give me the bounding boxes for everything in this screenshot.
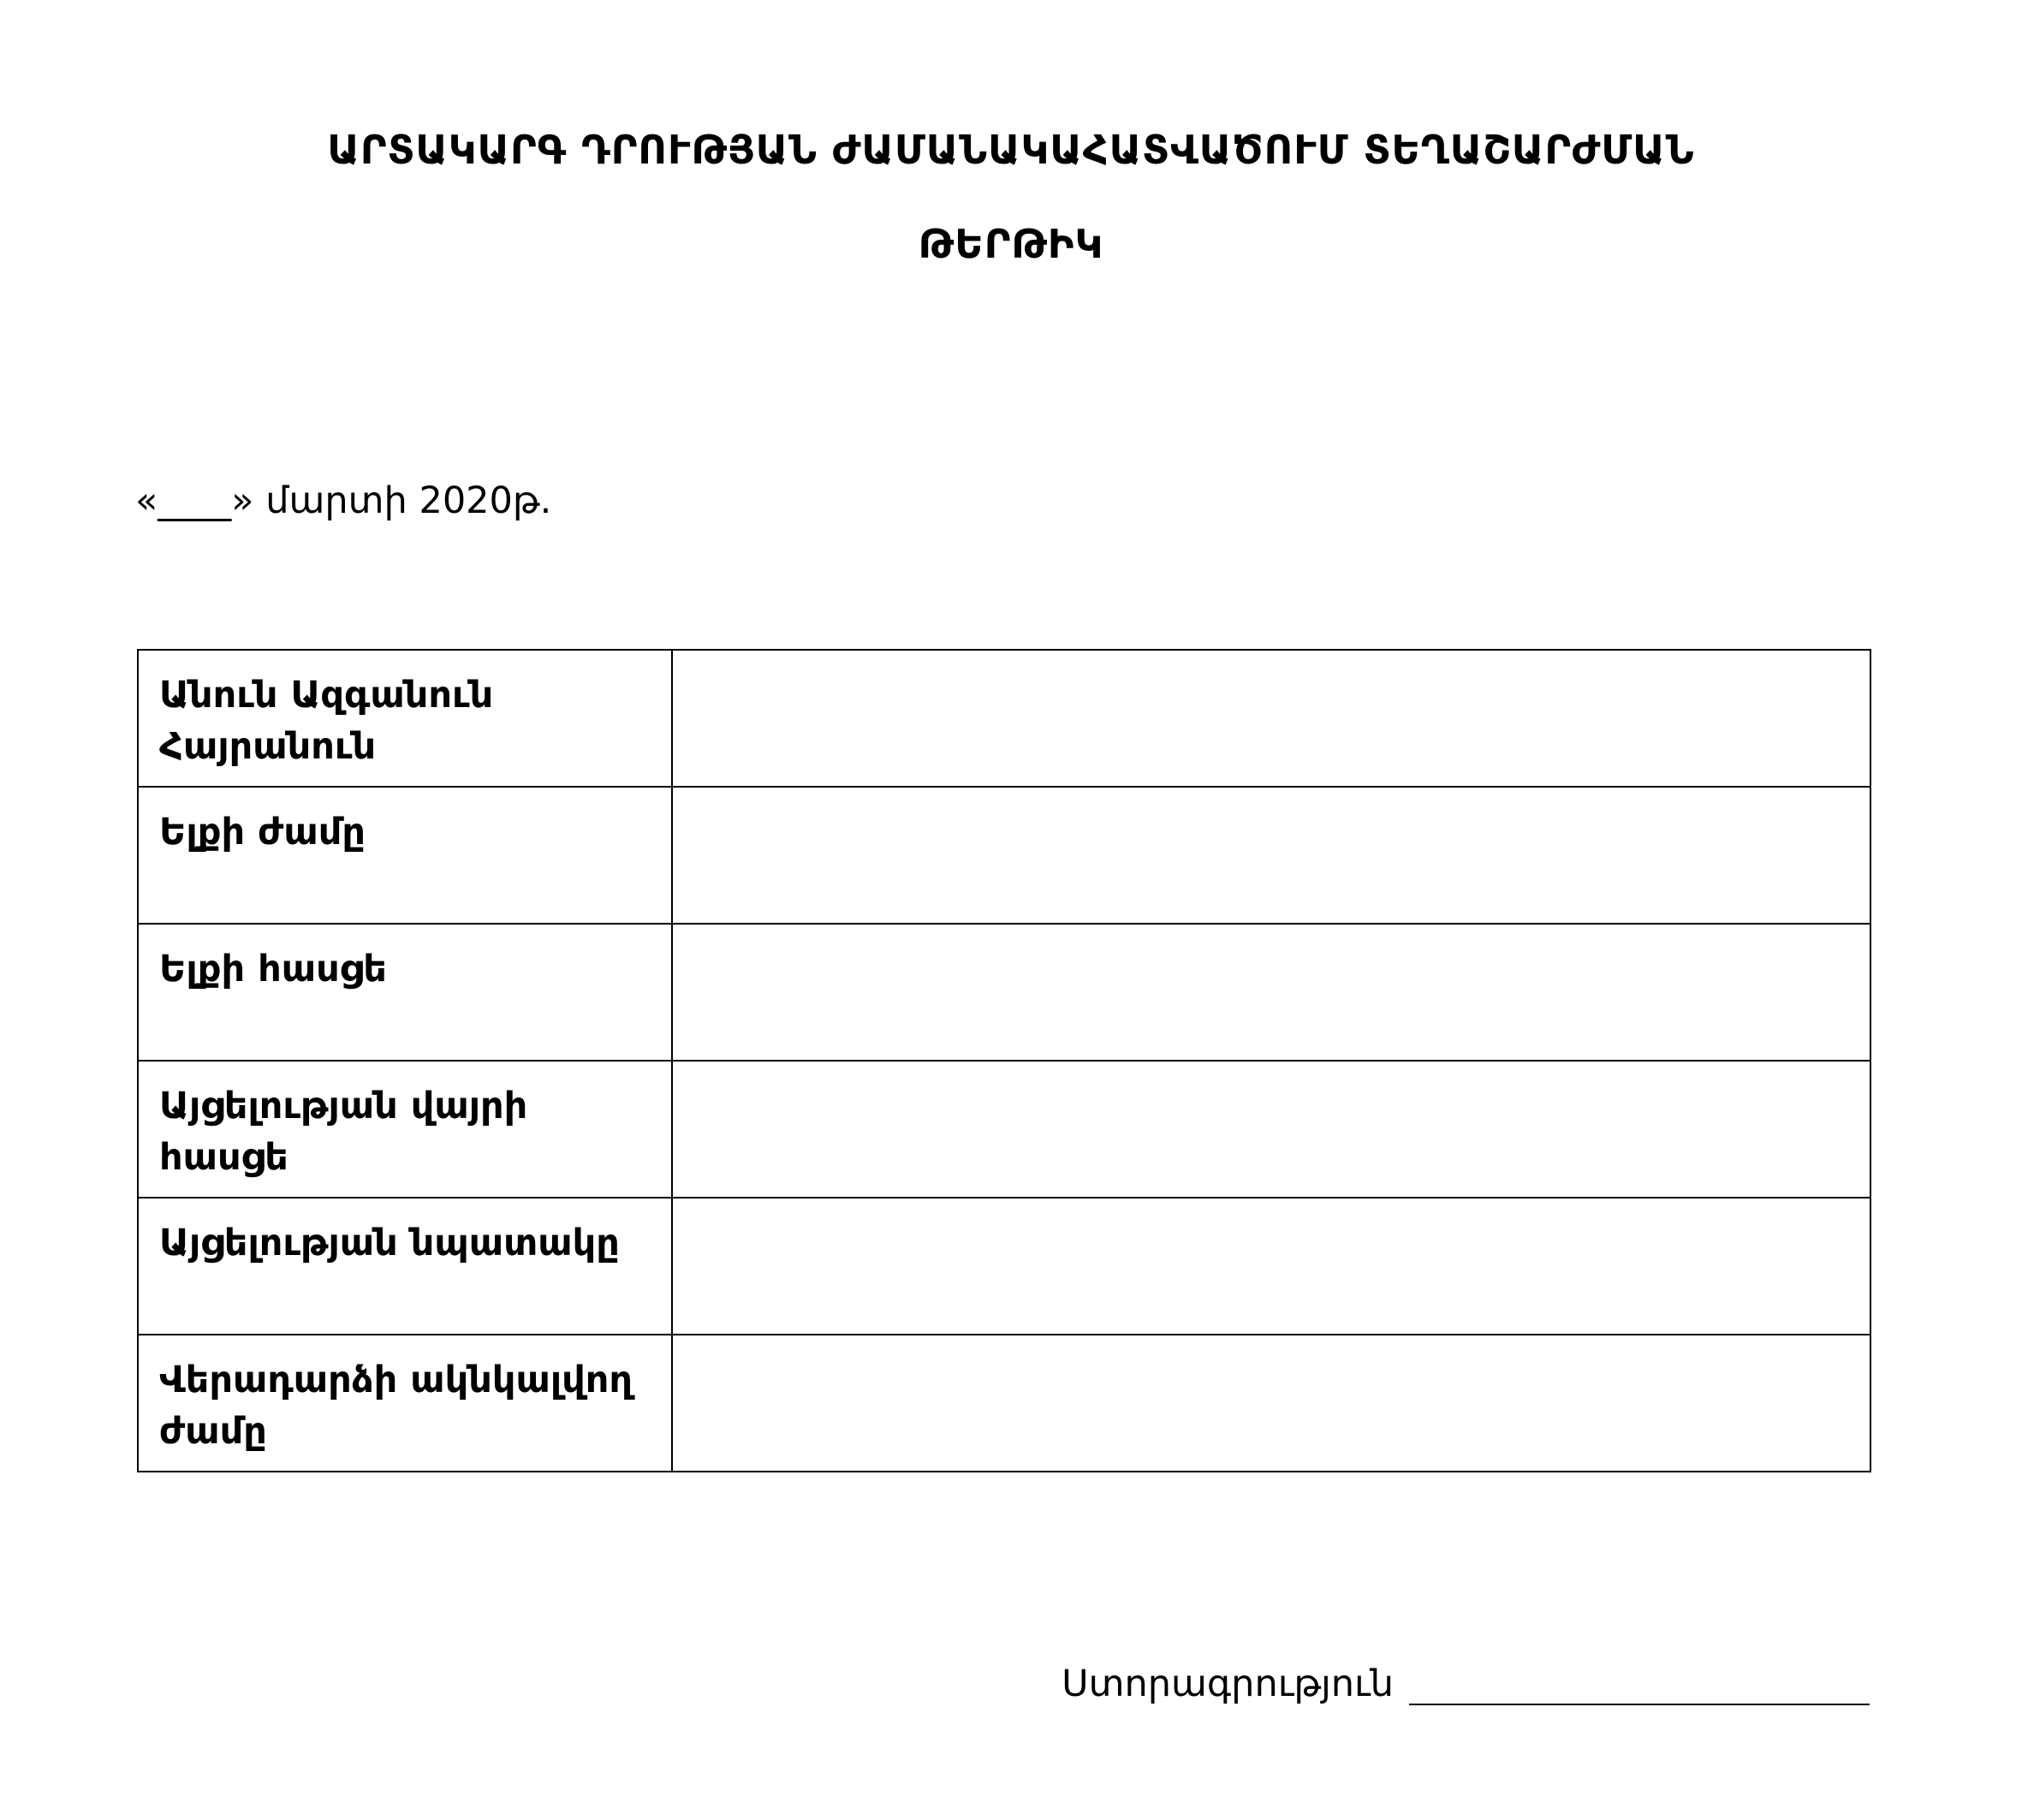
form-label-departure-time: Ելքի ժամը: [138, 787, 672, 924]
date-line: «____» մարտի 2020թ.: [135, 479, 552, 522]
form-label-departure-address: Ելքի հասցե: [138, 924, 672, 1061]
table-row: [138, 650, 1870, 787]
signature-block: [1062, 1661, 1870, 1705]
form-label-visit-address: Այցելության վայրի հասցե: [138, 1061, 672, 1198]
table-row: [138, 1335, 1870, 1472]
form-field-visit-address[interactable]: [672, 1061, 1870, 1198]
signature-label: Ստորագրություն: [1062, 1662, 1394, 1705]
document-title-line-1: ԱՐՏԱԿԱՐԳ ԴՐՈՒԹՅԱՆ ԺԱՄԱՆԱԿԱՀԱՏՎԱԾՈՒՄ ՏԵՂԱՇԱՐԺՄԱՆ: [327, 127, 1695, 173]
document-title-line-2: ԹԵՐԹԻԿ: [918, 221, 1104, 267]
form-field-visit-purpose[interactable]: [672, 1198, 1870, 1335]
form-label-full-name: Անուն Ազգանուն Հայրանուն: [138, 650, 672, 787]
table-row: [138, 1061, 1870, 1198]
table-row: [138, 924, 1870, 1061]
table-row: [138, 1198, 1870, 1335]
form-field-full-name[interactable]: [672, 650, 1870, 787]
form-label-visit-purpose: Այցելության նպատակը: [138, 1198, 672, 1335]
table-row: [138, 787, 1870, 924]
movement-form-table: [137, 649, 1871, 1472]
form-label-expected-return-time: Վերադարձի ակնկալվող ժամը: [138, 1335, 672, 1472]
form-field-expected-return-time[interactable]: [672, 1335, 1870, 1472]
signature-line[interactable]: [1409, 1661, 1870, 1705]
form-field-departure-time[interactable]: [672, 787, 1870, 924]
form-field-departure-address[interactable]: [672, 924, 1870, 1061]
